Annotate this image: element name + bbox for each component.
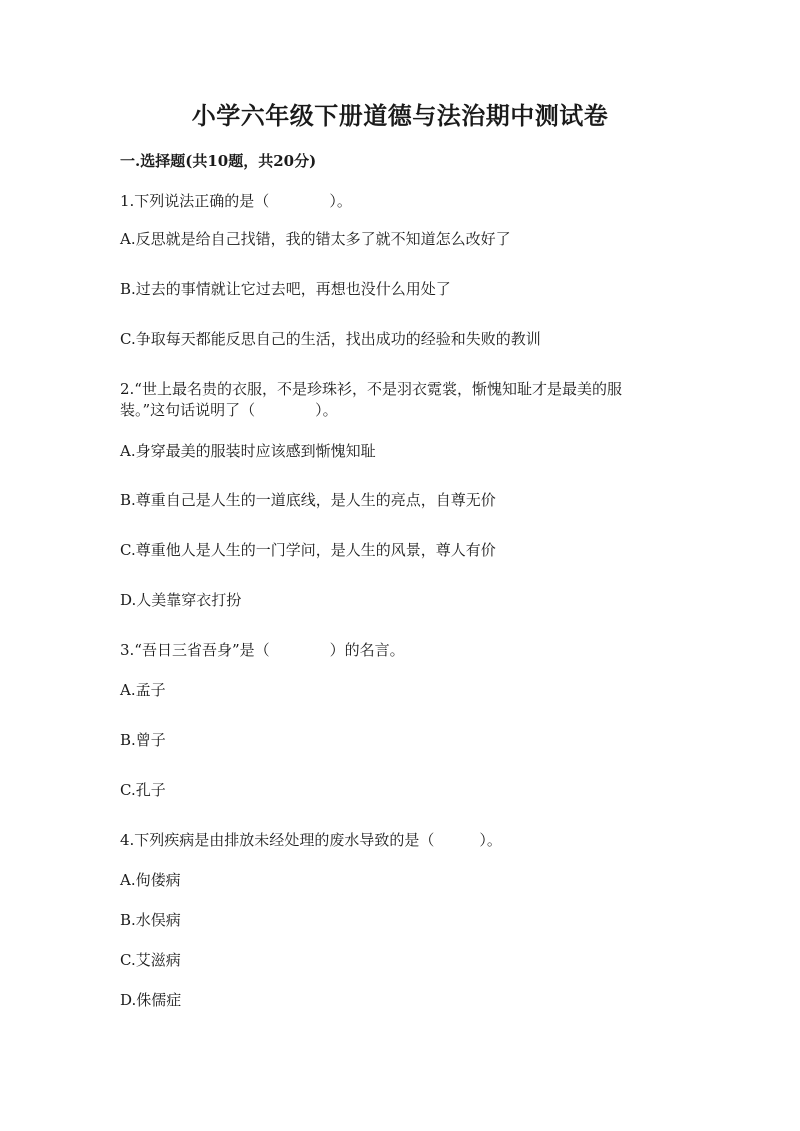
question-3-option-c: C.孔子 — [120, 781, 166, 799]
section-heading: 一.选择题(共10题，共20分) — [120, 152, 317, 170]
question-4-option-a: A.佝偻病 — [120, 871, 181, 889]
question-1-option-a: A.反思就是给自己找错，我的错太多了就不知道怎么改好了 — [120, 230, 511, 248]
question-2-option-a: A.身穿最美的服装时应该感到惭愧知耻 — [120, 442, 376, 460]
question-2-stem-line-2: 装。”这句话说明了（ ）。 — [120, 401, 338, 419]
question-4-option-d: D.侏儒症 — [120, 991, 182, 1009]
question-2-option-d: D.人美靠穿衣打扮 — [120, 591, 242, 609]
question-4-stem: 4.下列疾病是由排放未经处理的废水导致的是（ ）。 — [120, 831, 502, 849]
question-3-option-a: A.孟子 — [120, 681, 166, 699]
question-4-option-b: B.水俣病 — [120, 911, 181, 929]
question-1-option-c: C.争取每天都能反思自己的生活，找出成功的经验和失败的教训 — [120, 330, 541, 348]
question-1-option-b: B.过去的事情就让它过去吧，再想也没什么用处了 — [120, 280, 451, 298]
question-3-option-b: B.曾子 — [120, 731, 166, 749]
page-title: 小学六年级下册道德与法治期中测试卷 — [191, 101, 609, 130]
question-3-stem: 3.“吾日三省吾身”是（ ）的名言。 — [120, 641, 405, 659]
question-2-option-c: C.尊重他人是人生的一门学问，是人生的风景，尊人有价 — [120, 541, 496, 559]
question-4-option-c: C.艾滋病 — [120, 951, 181, 969]
question-2-option-b: B.尊重自己是人生的一道底线，是人生的亮点，自尊无价 — [120, 491, 496, 509]
question-1-stem: 1.下列说法正确的是（ ）。 — [120, 192, 352, 210]
question-2-stem-line-1: 2.“世上最名贵的衣服，不是珍珠衫，不是羽衣霓裳，惭愧知耻才是最美的服 — [120, 380, 622, 398]
